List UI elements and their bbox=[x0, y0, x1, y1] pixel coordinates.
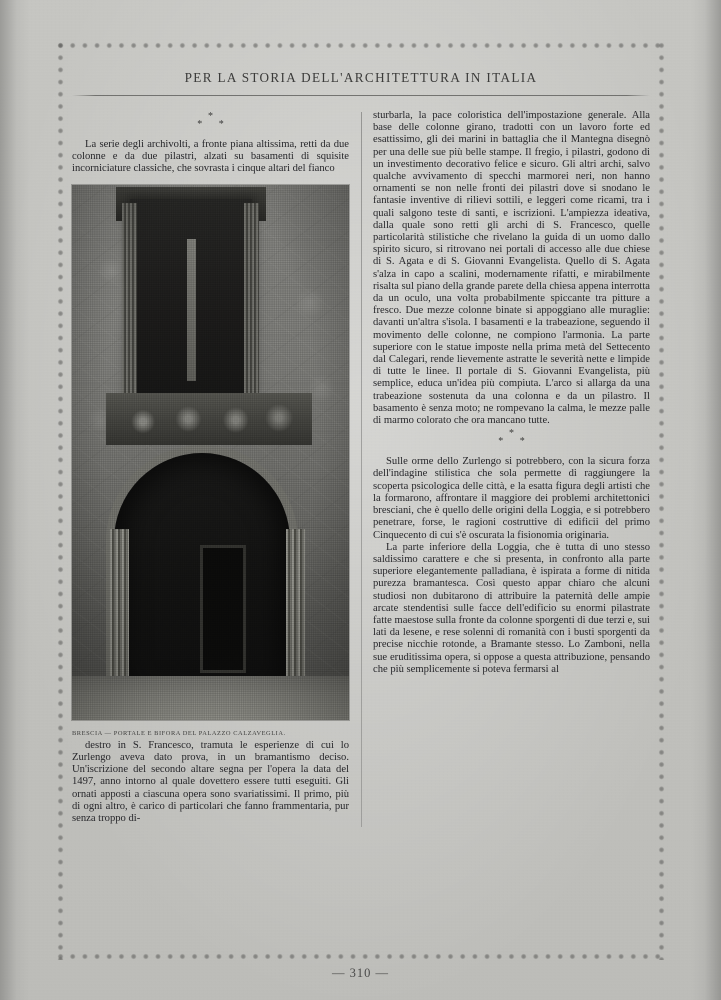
border-dots-left bbox=[57, 42, 64, 960]
asterism-ornament-left bbox=[72, 112, 349, 130]
photo-ground-pavement bbox=[72, 676, 349, 720]
running-head-rule bbox=[72, 95, 650, 96]
photo-inner-doorway bbox=[200, 545, 246, 673]
left-paragraph-1: La serie degli archivolti, a fronte piana altissima, retti da due colonne e da due pilastri, alzati su basamenti di squisite incorniciature classiche, che sovrasta i cinque altari del fianco bbox=[72, 139, 349, 175]
asterism-bottom-stars: * * bbox=[197, 119, 231, 130]
asterism-ornament-right bbox=[373, 429, 650, 447]
two-column-body bbox=[72, 110, 650, 825]
figure-caption: BRESCIA — PORTALE E BIFORA DEL PALAZZO CALZAVEGLIA. bbox=[72, 729, 286, 737]
asterism-top-star: * bbox=[208, 111, 213, 122]
photo-bifora-pilaster-right bbox=[244, 203, 259, 399]
border-dots-bottom bbox=[57, 953, 665, 960]
photo-bifora-pilaster-left bbox=[122, 203, 137, 399]
right-paragraph-2: Sulle orme dello Zurlengo si potrebbero, con la sicura forza dell'indagine stilistica che sola permette di raggiungere la scoperta psicologica delle città, e la esatta figura degli artisti che la formarono, affrontare il maggiore dei problemi architettonici bresciani, che è quello delle origini della Loggia, e si potrebbero penetrare, forse, le ragioni costruttive di edificii del primo Cinquecento di cui s'è oscurata la fisionomia originaria. bbox=[373, 456, 650, 541]
right-paragraph-1: sturbarla, la pace coloristica dell'impostazione generale. Alla base delle colonne girano, tradotti con un lavoro forte ed esattissimo, gli dei marini in battaglia che il Mantegna disegnò per una delle sue più belle stampe. Il fregio, i pilastri, godono di un investimento decorativo felice e sicuro. Gli altri archi, salvo qualche avvivamento di specchi marmorei neri, non hanno ornamenti se non nelle fronti dei pilastri dove si snodano le fantasie inventive di rilievi sottili, e leggeri come ricami, tra i quali salgono teste di santi, e iscrizioni. L'ampiezza ideativa, dalla quale sono retti gli archi di S. Francesco, quelle particolarità stilistiche che rivelano la guida di un uomo dallo spirito sicuro, si ritrovano nei portali di accesso alle due chiese di S. Agata e di S. Giovanni Evangelista. Quello di S. Agata s'alza in capo a scalini, modernamente rifatti, e mirabilmente risalta sul piano della grande parete della chiesa appena interrotta da un oculo, una volta probabilmente spiccante tra pitture a fresco. Due mezze colonne binate si appoggiano alle muraglie: davanti un'altra s'isola. I basamenti e la trabeazione, seguendo il movimento delle colonne, ne compiono l'armonia. La parte superiore con le statue imposte nella prima metà del Settecento dal Calegari, rende lievemente astratte le severità nette e limpide di tutte le linee. Il portale di S. Giovanni Evangelista, più semplice, educa un'idea più compiuta. L'arco si allarga da una trabeazione sostenuta da una colonna e da un pilastro. Il basamento è senza moto; ne rompevano la calma, le mezze palle di marmo colorato che ora mancano tutte. bbox=[373, 110, 650, 427]
right-paragraph-3: La parte inferiore della Loggia, che è tutta di uno stesso saldissimo carattere e che si presenta, in confronto alla parte superiore elegantemente palladiana, è ispirata a forme di nitida purezza bramantesca. Così questo appar chiaro che alcuni studiosi non dubitarono di attribuire la paternità delle ampie arcate stendentisi sulle facce dell'edificio su enormi pilastrate fatte maestose sulla fronte da colonne sporgenti di due terzi e, sui lati da lesene, e rese solenni di romanità con i busti sporgenti da precise nicchie rotonde, a Bramante stesso. Lo Zamboni, nella sue eruditissima opera, si oppose a questa attribuzione, pensando che più semplicemente si poteva fermarsi al bbox=[373, 541, 650, 675]
running-head: PER LA STORIA DELL'ARCHITETTURA IN ITALIA bbox=[184, 70, 538, 85]
photo-bifora-window bbox=[130, 199, 252, 395]
left-column bbox=[72, 110, 361, 825]
border-dots-top bbox=[57, 42, 665, 49]
scan-gutter-left bbox=[0, 0, 30, 1000]
photograph-palazzo-calzaveglia bbox=[72, 185, 349, 720]
page-content bbox=[72, 70, 650, 825]
right-column bbox=[361, 110, 650, 825]
border-dots-right bbox=[658, 42, 665, 960]
left-paragraph-2: destro in S. Francesco, tramuta le esperienze di cui lo Zurlengo aveva dato prova, in un bramantismo deciso. Un'iscrizione del secondo altare segna per l'opera la data del 1497, anno intorno al quale dovettero essere tutti eseguiti. Gli ornati apposti a ciascuna opera sono svariatissimi. Il primo, più di ogni altro, è carico di particolari che fanno frammentaria, pur senza troppo di- bbox=[72, 739, 349, 825]
figure-block bbox=[72, 185, 349, 740]
scan-gutter-right bbox=[691, 0, 721, 1000]
page-number: — 310 — bbox=[332, 966, 389, 980]
column-divider-rule bbox=[361, 112, 362, 827]
asterism-bottom-stars: * * bbox=[498, 436, 532, 448]
photo-carved-frieze bbox=[106, 393, 312, 445]
asterism-top-star: * bbox=[509, 428, 514, 440]
